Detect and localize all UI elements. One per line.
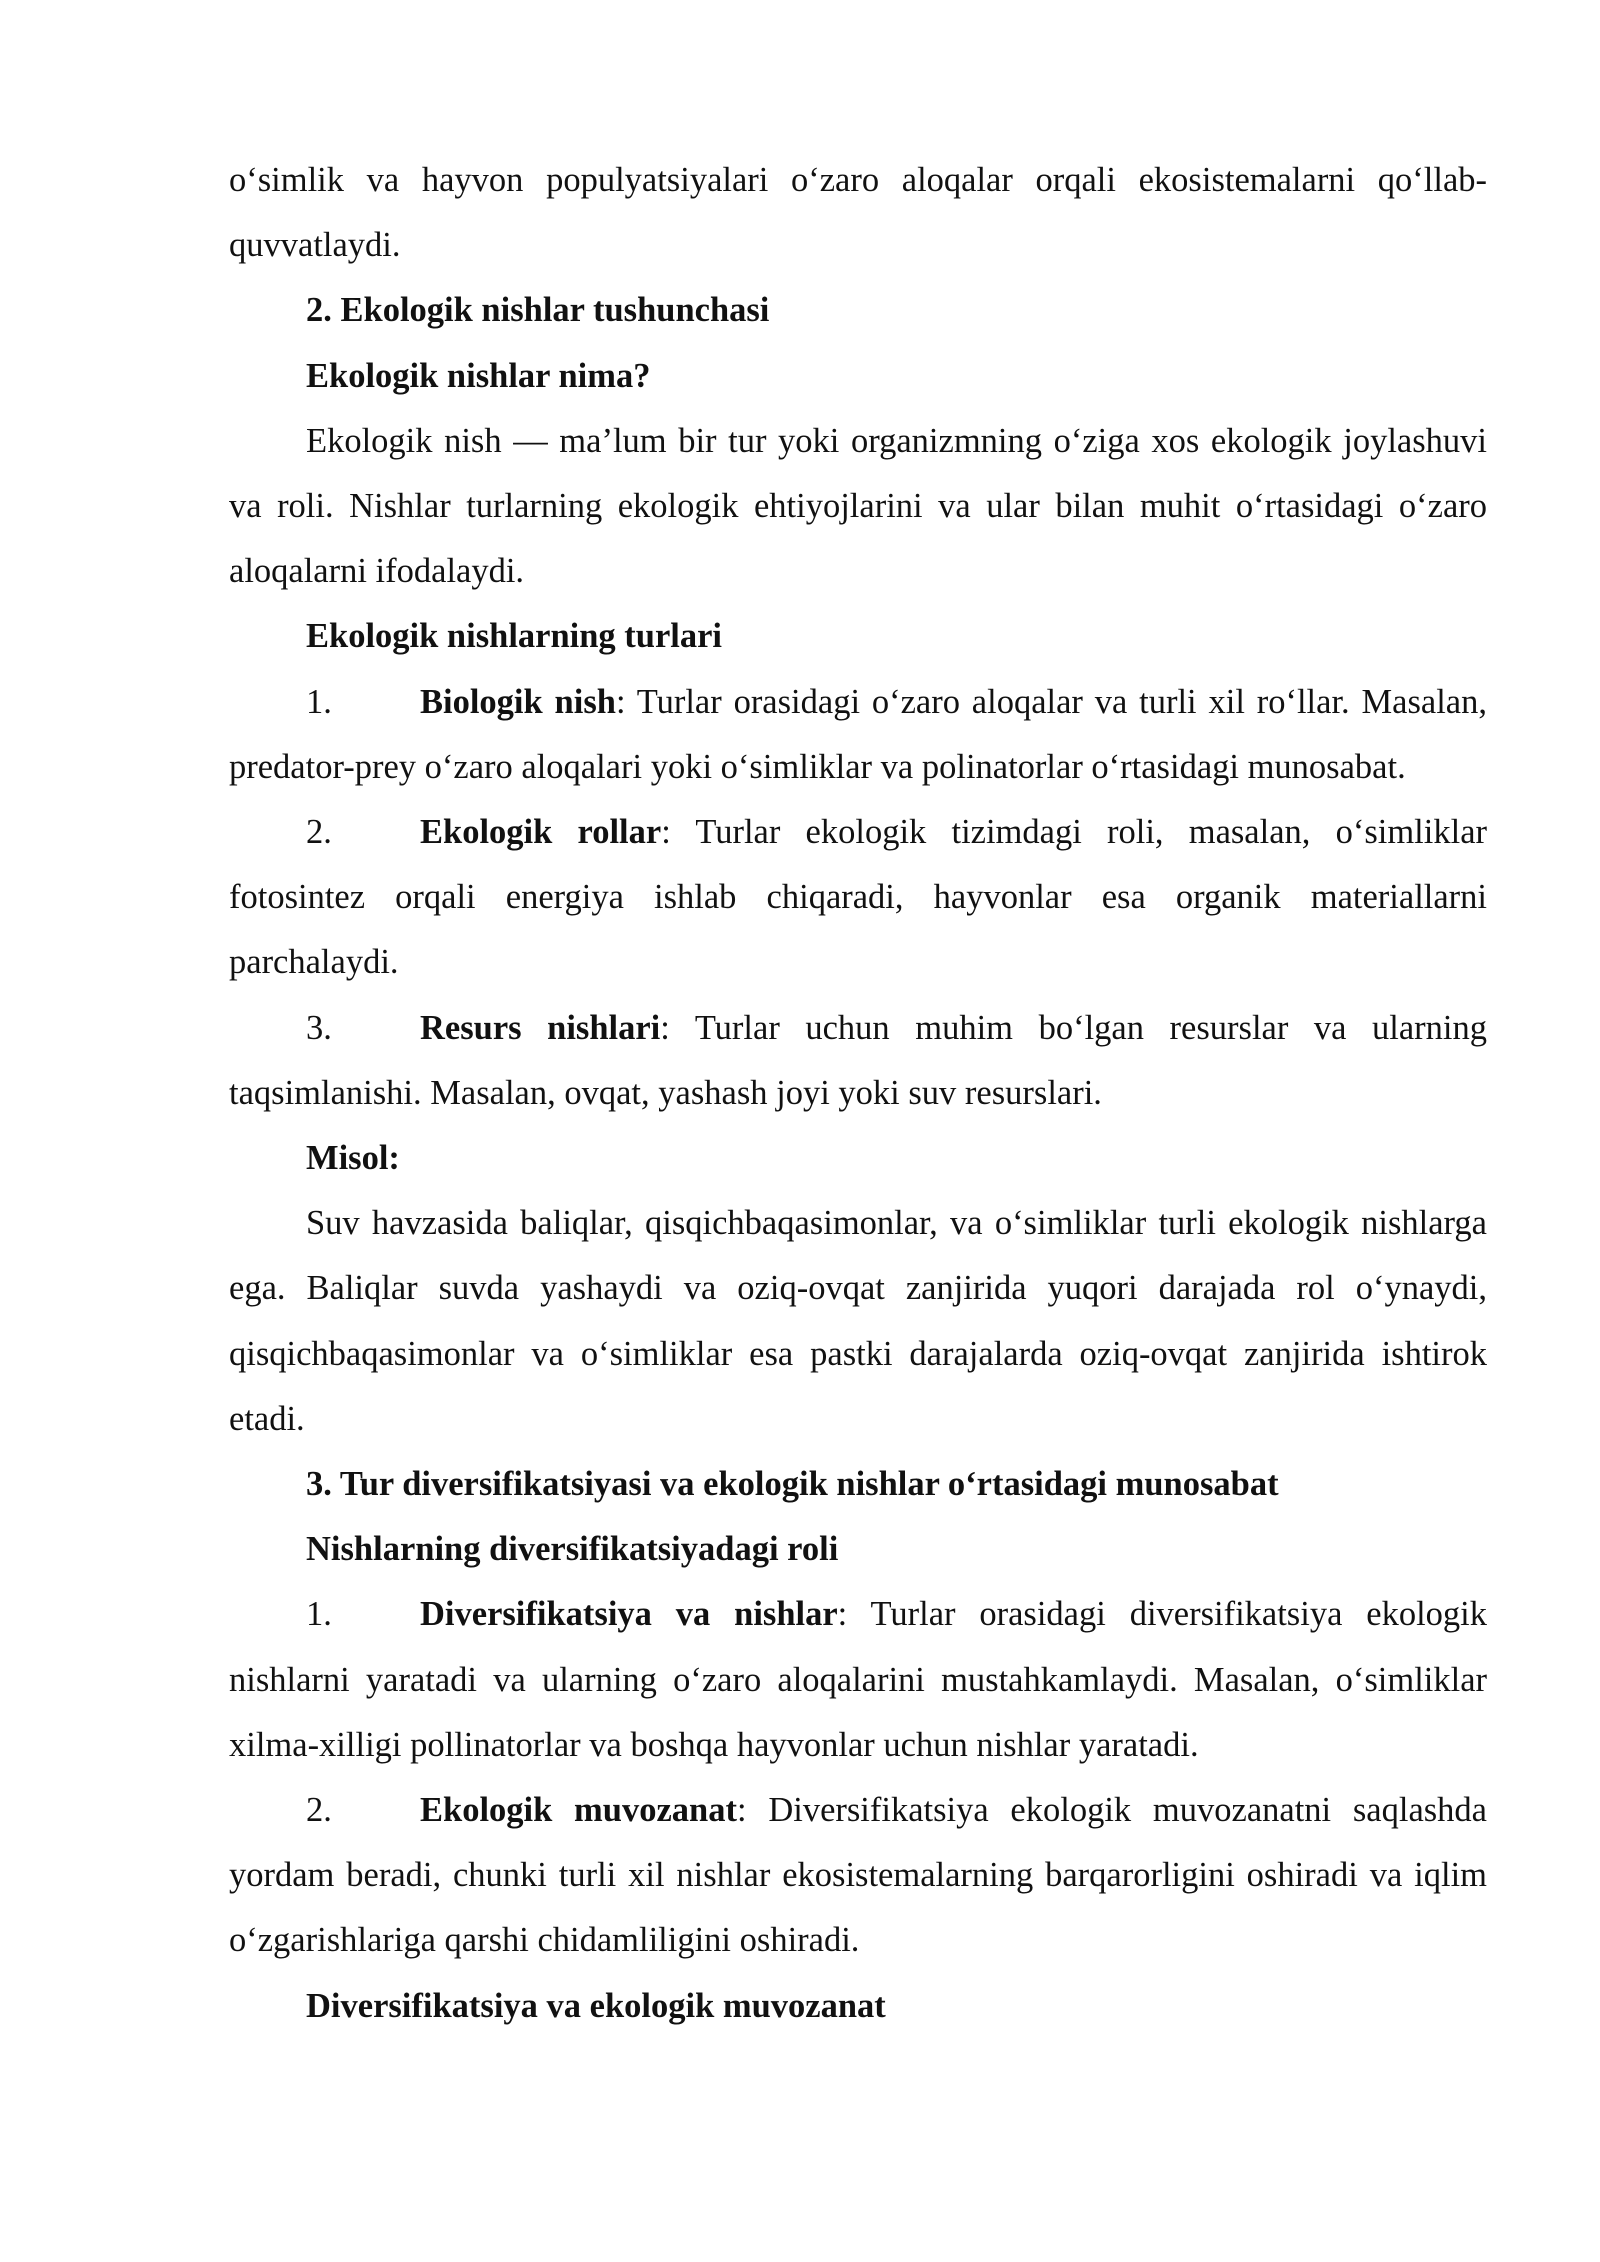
list-number: 2. [306, 1791, 332, 1830]
niche-types-heading: Ekologik nishlarning turlari [306, 617, 723, 656]
list-term: Resurs nishlari [420, 1008, 661, 1047]
list-text: : Diversifikatsiya ekologik muvozanatni saqlashda yordam beradi, chunki turli xil nishlar ekosistemalarning barqarorligini oshiradi va iqlim o‘zgarishlariga qarshi chidamliligini oshiradi. [229, 1791, 1487, 1960]
list-item [229, 996, 1487, 1126]
list-number: 1. [306, 682, 332, 721]
list-term: Biologik nish [420, 682, 616, 721]
what-are-niches-heading: Ekologik nishlar nima? [306, 356, 651, 395]
section-2-heading: 2. Ekologik nishlar tushunchasi [306, 291, 770, 330]
list-text: : Turlar ekologik tizimdagi roli, masalan, o‘simliklar fotosintez orqali energiya ishlab chiqaradi, hayvonlar esa organik materiallarni parchalaydi. [229, 813, 1487, 982]
example-heading: Misol: [306, 1139, 400, 1178]
intro-continuation-paragraph: o‘simlik va hayvon populyatsiyalari o‘zaro aloqalar orqali ekosistemalarni qo‘llab-quvvatlaydi. [229, 161, 1487, 265]
list-text: : Turlar orasidagi o‘zaro aloqalar va turli xil ro‘llar. Masalan, predator-prey o‘zaro aloqalari yoki o‘simliklar va polinatorlar o‘rtasidagi munosabat. [229, 682, 1487, 786]
list-text: : Turlar uchun muhim bo‘lgan resurslar va ularning taqsimlanishi. Masalan, ovqat, yashash joyi yoki suv resurslari. [229, 1008, 1488, 1112]
final-heading: Diversifikatsiya va ekologik muvozanat [306, 1986, 886, 2025]
list-term: Ekologik muvozanat [420, 1791, 737, 1830]
list-term: Ekologik rollar [420, 813, 662, 852]
roles-heading: Nishlarning diversifikatsiyadagi roli [306, 1530, 839, 1569]
list-text: : Turlar orasidagi diversifikatsiya ekologik nishlarni yaratadi va ularning o‘zaro aloqalarini mustahkamlaydi. Masalan, o‘simliklar xilma-xilligi pollinatorlar va boshqa hayvonlar uchun nishlar yaratadi. [229, 1595, 1487, 1764]
list-item [229, 1582, 1487, 1778]
niche-definition-paragraph: Ekologik nish — ma’lum bir tur yoki organizmning o‘ziga xos ekologik joylashuvi va roli. Nishlar turlarning ekologik ehtiyojlarini va ular bilan muhit o‘rtasidagi o‘zaro aloqalarni ifodalaydi. [229, 421, 1487, 591]
list-item [229, 1778, 1487, 1974]
list-number: 2. [306, 813, 332, 852]
list-number: 3. [306, 1008, 332, 1047]
document-page [229, 148, 1487, 2039]
example-paragraph: Suv havzasida baliqlar, qisqichbaqasimonlar, va o‘simliklar turli ekologik nishlarga ega. Baliqlar suvda yashaydi va oziq-ovqat zanjirida yuqori darajada rol o‘ynaydi, qisqichbaqasimonlar va o‘simliklar esa pastki darajalarda oziq-ovqat zanjirida ishtirok etadi. [229, 1204, 1487, 1438]
list-number: 1. [306, 1595, 332, 1634]
section-3-heading: 3. Tur diversifikatsiyasi va ekologik nishlar o‘rtasidagi munosabat [306, 1465, 1279, 1504]
list-item [229, 670, 1487, 800]
list-item [229, 800, 1487, 996]
list-term: Diversifikatsiya va nishlar [420, 1595, 838, 1634]
